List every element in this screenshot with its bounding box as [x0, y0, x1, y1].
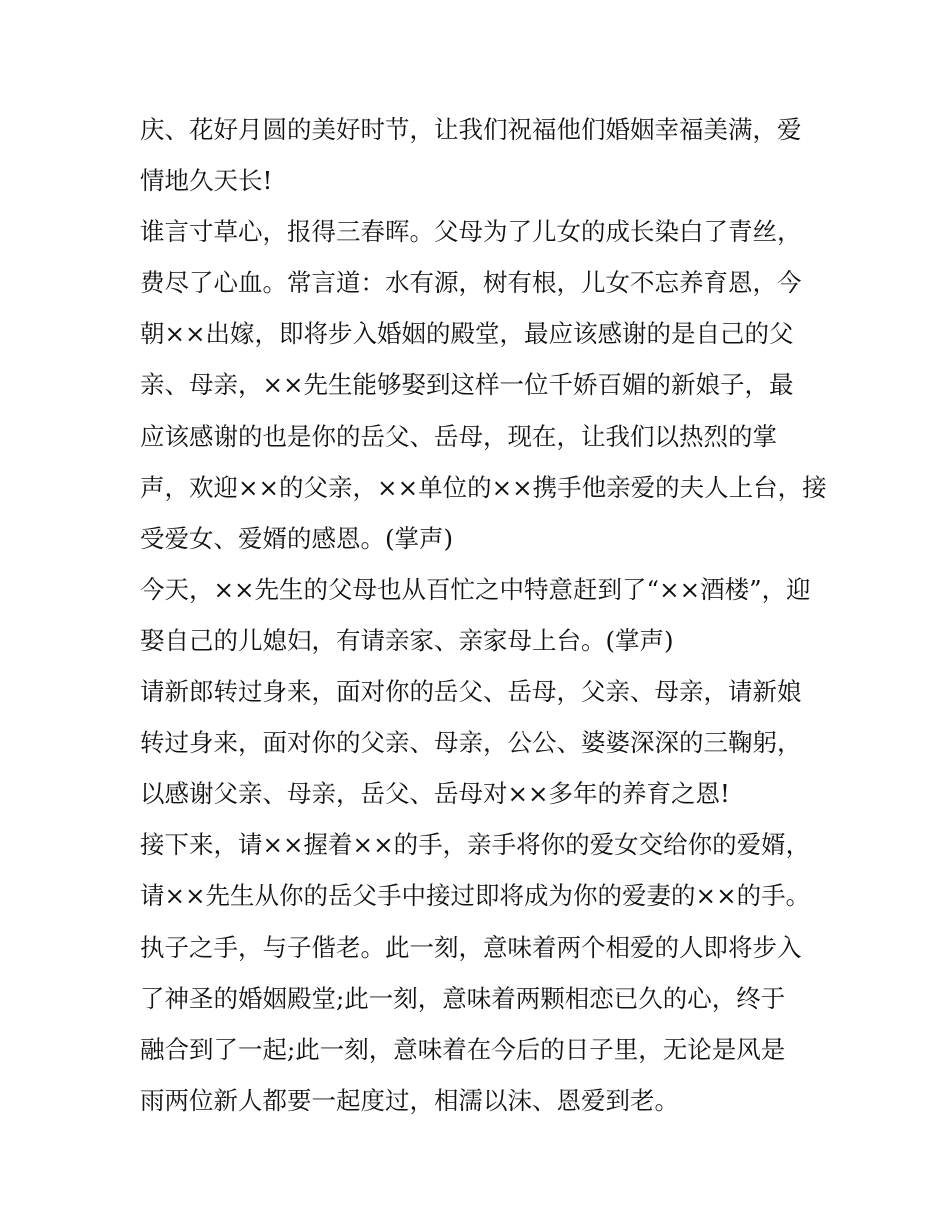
- document-body: [140, 104, 827, 1126]
- text-line: 转过身来，面对你的父亲、母亲，公公、婆婆深深的三鞠躬，: [140, 728, 802, 758]
- text-line: 接下来，请××握着××的手，亲手将你的爱女交给你的爱婿，: [140, 830, 811, 860]
- text-line: 应该感谢的也是你的岳父、岳母，现在，让我们以热烈的掌: [140, 421, 777, 451]
- text-line: 融合到了一起;此一刻，意味着在今后的日子里，无论是风是: [140, 1034, 786, 1064]
- text-line: 请××先生从你的岳父手中接过即将成为你的爱妻的××的手。: [140, 881, 811, 911]
- text-line: 请新郎转过身来，面对你的岳父、岳母，父亲、母亲，请新娘: [140, 677, 802, 707]
- text-line: 娶自己的儿媳妇，有请亲家、亲家母上台。(掌声): [140, 625, 674, 655]
- text-line: 亲、母亲，××先生能够娶到这样一位千娇百媚的新娘子，最: [140, 370, 794, 400]
- text-line: 执子之手，与子偕老。此一刻，意味着两个相爱的人即将步入: [140, 932, 802, 962]
- text-line: 了神圣的婚姻殿堂;此一刻，意味着两颗相恋已久的心，终于: [140, 983, 786, 1013]
- text-line: 情地久天长!: [140, 166, 273, 196]
- text-line: 谁言寸草心，报得三春晖。父母为了儿女的成长染白了青丝，: [140, 217, 802, 247]
- text-line: 庆、花好月圆的美好时节，让我们祝福他们婚姻幸福美满，爱: [140, 115, 802, 144]
- text-line: 朝××出嫁，即将步入婚姻的殿堂，最应该感谢的是自己的父: [140, 319, 794, 349]
- text-line: 雨两位新人都要一起度过，相濡以沫、恩爱到老。: [140, 1085, 679, 1115]
- text-line: 声，欢迎××的父亲，××单位的××携手他亲爱的夫人上台，接: [140, 472, 827, 502]
- text-line: 费尽了心血。常言道：水有源，树有根，儿女不忘养育恩，今: [140, 268, 802, 298]
- text-line: 今天，××先生的父母也从百忙之中特意赶到了“××酒楼”，迎: [140, 574, 811, 604]
- text-line: 受爱女、爱婿的感恩。(掌声): [140, 523, 454, 553]
- text-line: 以感谢父亲、母亲，岳父、岳母对××多年的养育之恩!: [140, 779, 730, 809]
